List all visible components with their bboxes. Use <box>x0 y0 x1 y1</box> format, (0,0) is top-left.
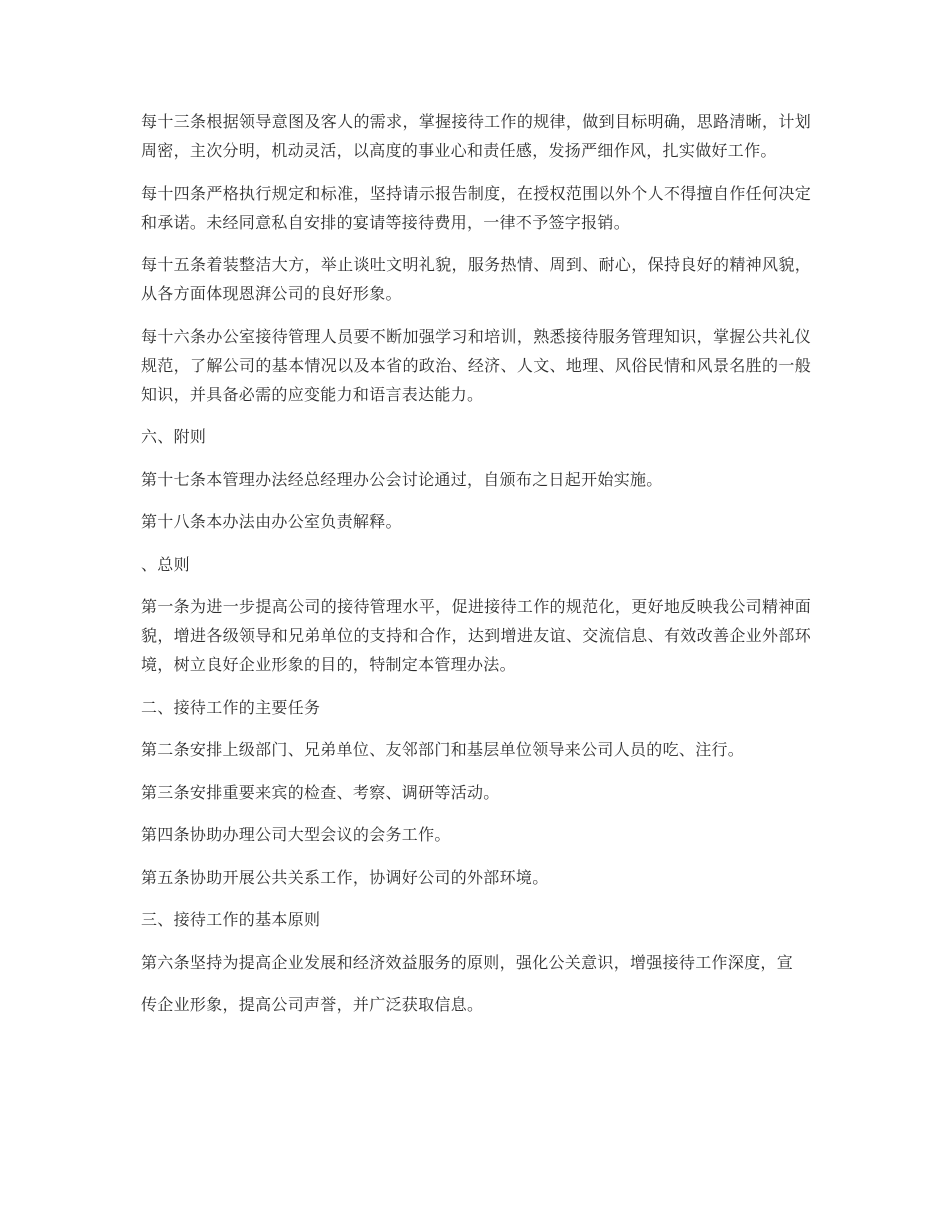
article-4-paragraph: 第四条协助办理公司大型会议的会务工作。 <box>141 825 451 844</box>
article-13-paragraph: 每十三条根据领导意图及客人的需求，掌握接待工作的规律，做到目标明确，思路清晰，计划周密，主次分明，机动灵活，以高度的事业心和责任感，发扬严细作风，扎实做好工作。 <box>141 112 811 160</box>
section-heading-supplementary: 六、附则 <box>141 427 207 446</box>
article-1-paragraph: 第一条为进一步提高公司的接待管理水平，促进接待工作的规范化，更好地反映我公司精神面貌，增进各级领导和兄弟单位的支持和合作，达到增进友谊、交流信息、有效改善企业外部环境，树立良好企业形象的目的，特制定本管理办法。 <box>141 597 811 674</box>
article-3-paragraph: 第三条安排重要来宾的检查、考察、调研等活动。 <box>141 782 500 802</box>
article-5-paragraph: 第五条协助开展公共关系工作，协调好公司的外部环境。 <box>141 867 549 887</box>
article-6-continuation: 传企业形象，提高公司声誉，并广泛获取信息。 <box>141 995 484 1014</box>
article-6-paragraph: 第六条坚持为提高企业发展和经济效益服务的原则，强化公关意识，增强接待工作深度，宣 <box>141 952 794 972</box>
section-heading-general: 、总则 <box>141 554 190 574</box>
article-16-paragraph: 每十六条办公室接待管理人员要不断加强学习和培训，熟悉接待服务管理知识，掌握公共礼仪规范，了解公司的基本情况以及本省的政治、经济、人文、地理、风俗民情和风景名胜的一般知识，并具备必需的应变能力和语言表达能力。 <box>141 326 811 404</box>
article-17-paragraph: 第十七条本管理办法经总经理办公会讨论通过，自颁布之日起开始实施。 <box>141 469 663 489</box>
section-heading-main-tasks: 二、接待工作的主要任务 <box>141 697 321 717</box>
section-heading-basic-principles: 三、接待工作的基本原则 <box>141 910 321 929</box>
article-2-paragraph: 第二条安排上级部门、兄弟单位、友邻部门和基层单位领导来公司人员的吃、注行。 <box>141 740 745 759</box>
article-18-paragraph: 第十八条本办法由办公室负责解释。 <box>141 512 402 531</box>
document-page <box>141 107 811 1033</box>
article-15-paragraph: 每十五条着装整洁大方，举止谈吐文明礼貌，服务热情、周到、耐心，保持良好的精神风貌，从各方面体现恩湃公司的良好形象。 <box>141 255 811 303</box>
article-14-paragraph: 每十四条严格执行规定和标准，坚持请示报告制度，在授权范围以外个人不得擅自作任何决定和承诺。未经同意私自安排的宴请等接待费用，一律不予签字报销。 <box>141 183 811 232</box>
